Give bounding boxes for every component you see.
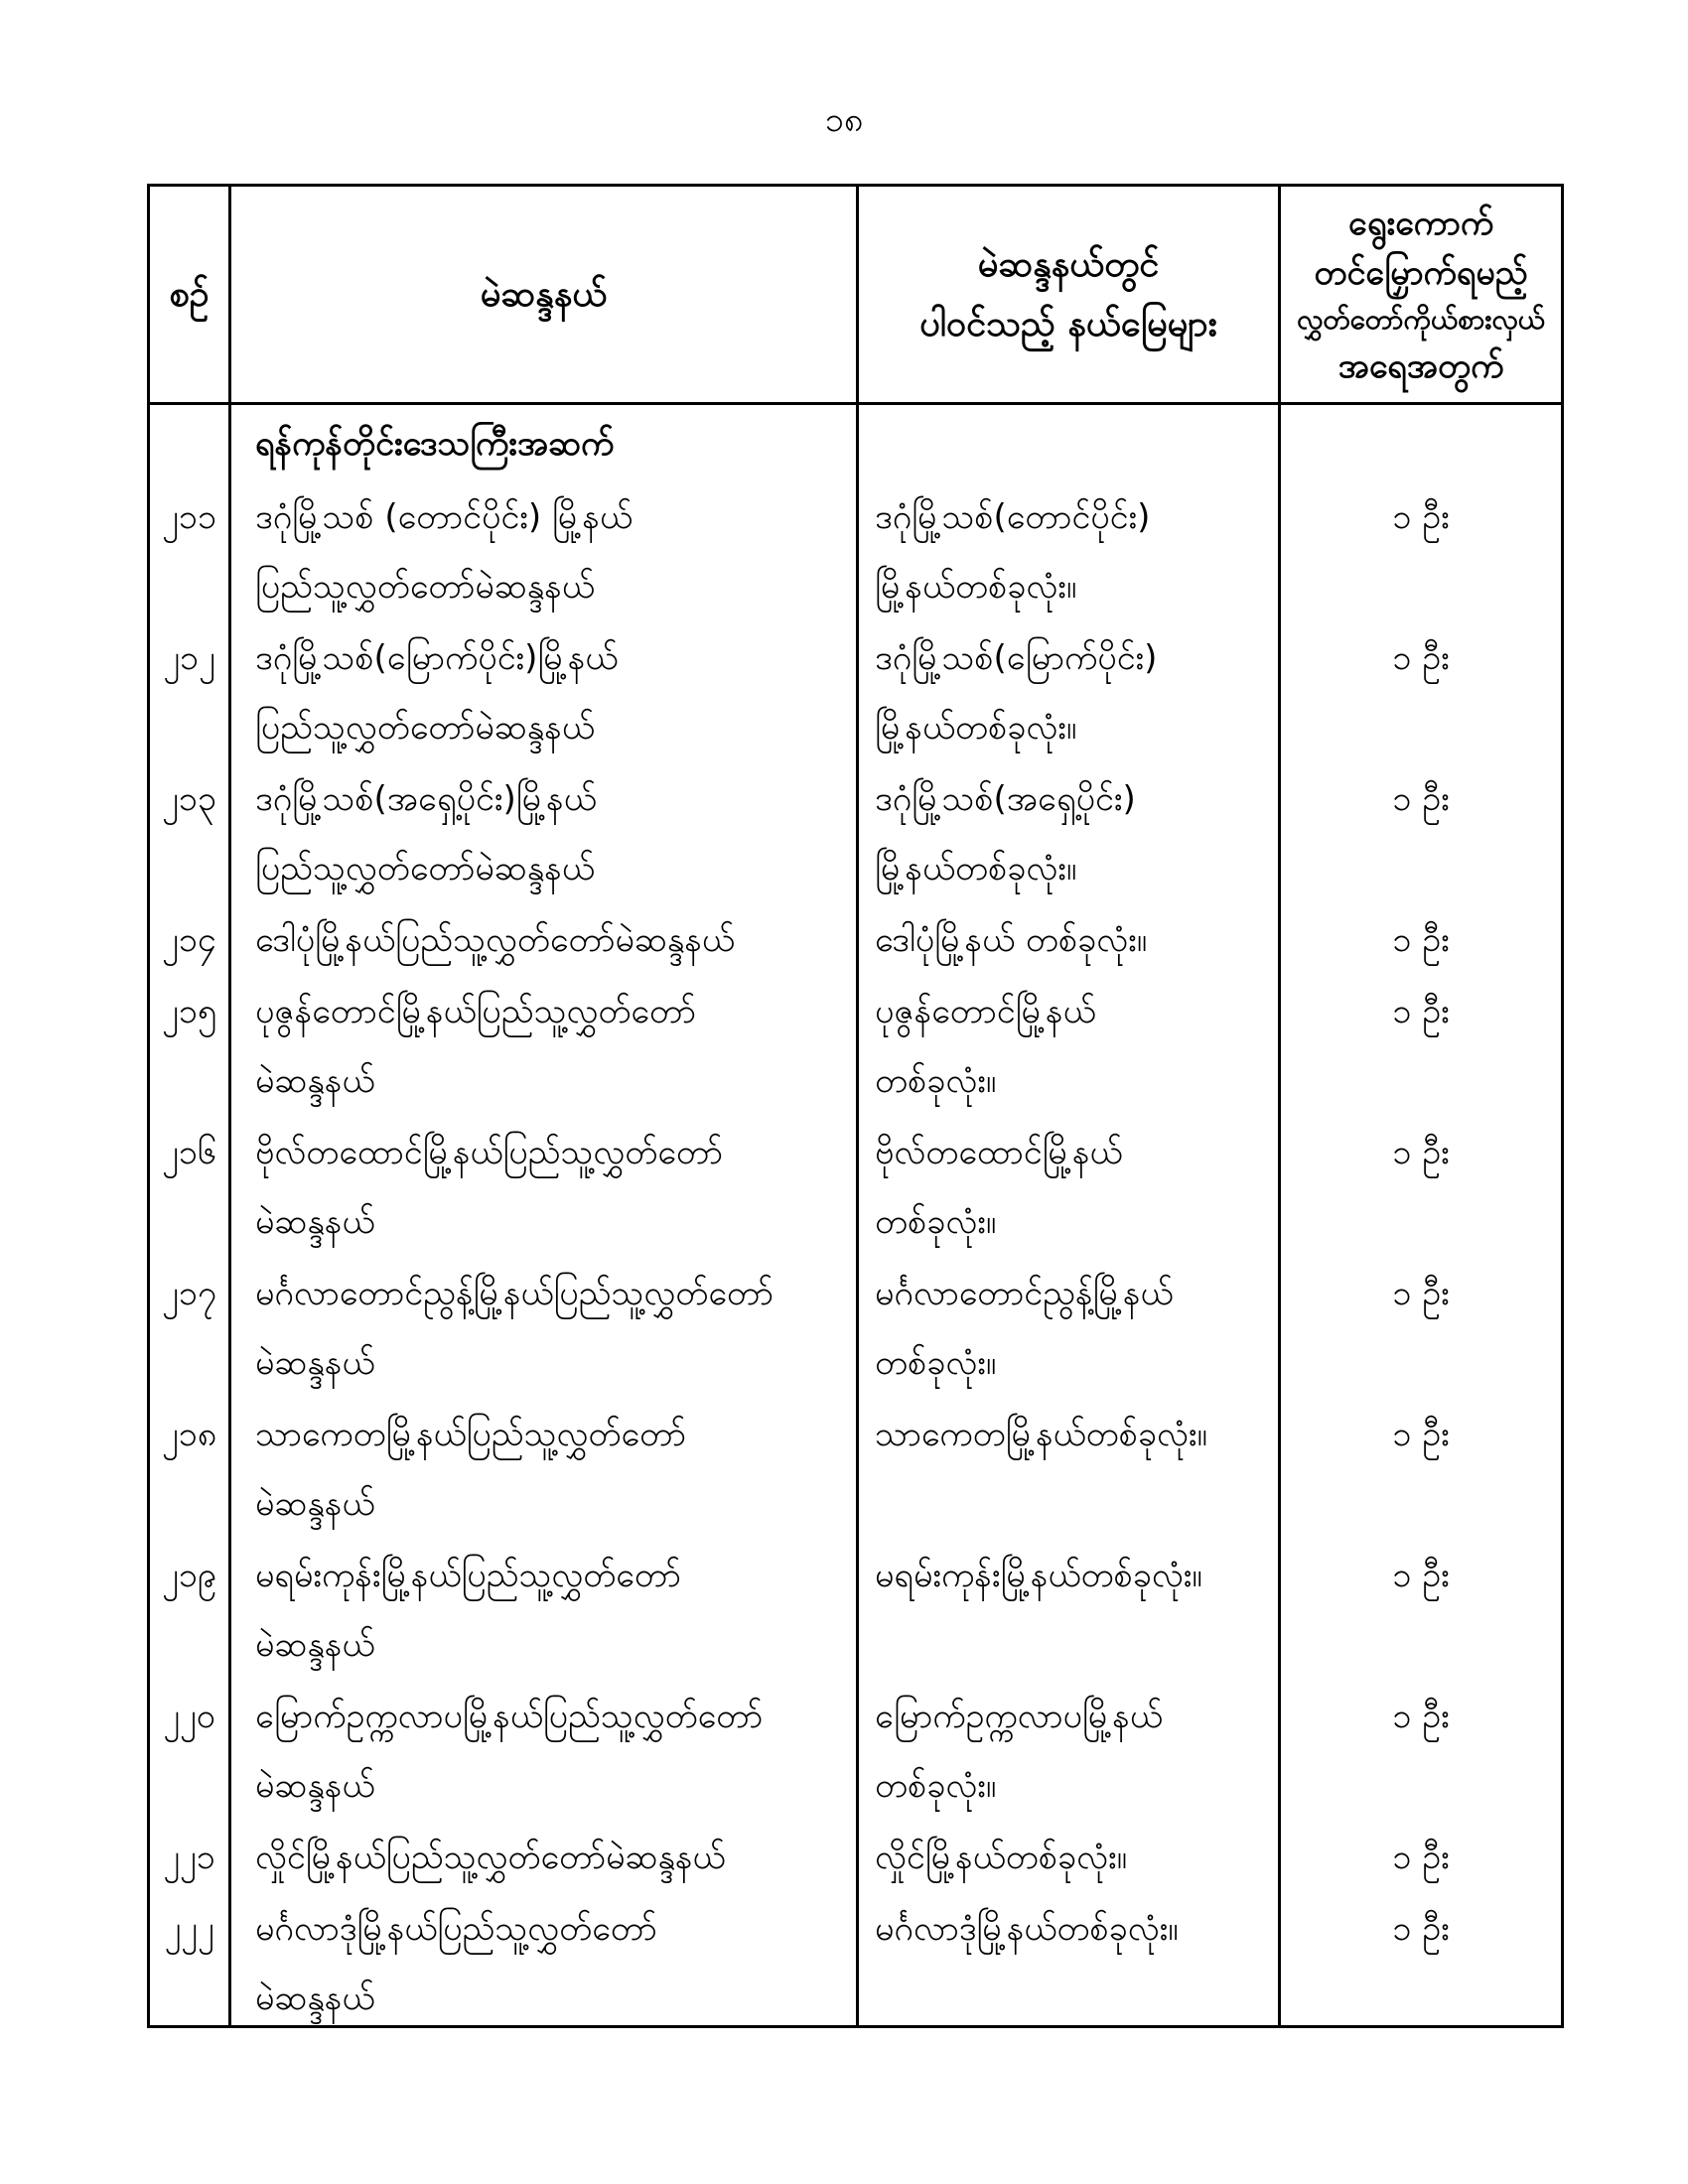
text-line: မြောက်ဥက္ကလာပမြို့နယ်ပြည်သူ့လွှတ်တော် (255, 1697, 764, 1736)
row-serial-number: ၂၁၉ (162, 1556, 216, 1595)
text-line: မင်္ဂလာဒုံမြို့နယ်တစ်ခုလုံး။ (875, 1909, 1179, 1949)
row-count (1281, 1398, 1561, 1539)
text-line: တစ်ခုလုံး။ (875, 1766, 997, 1806)
text-line: ပုဇွန်တောင်မြို့နယ် (875, 992, 1096, 1031)
row-constituency (231, 480, 859, 621)
text-line: တစ်ခုလုံး။ (875, 1202, 997, 1242)
row-serial-number: ၂၁၄ (162, 920, 216, 960)
text-line: ဗိုလ်တထောင်မြို့နယ်ပြည်သူ့လွှတ်တော် (255, 1133, 723, 1172)
row-areas (859, 1539, 1281, 1680)
row-count-value: ၁ ဦး (1392, 1415, 1450, 1454)
text-line: မဲဆန္ဒနယ် (255, 1343, 375, 1383)
table-row (150, 1680, 1561, 1821)
header-constituency-label: မဲဆန္ဒနယ် (480, 273, 608, 315)
row-constituency (231, 1257, 859, 1398)
section-empty-count (1281, 405, 1561, 480)
row-count (1281, 621, 1561, 762)
section-empty-serial (150, 405, 231, 480)
row-count (1281, 903, 1561, 975)
header-areas (859, 187, 1281, 405)
section-title: ရန်ကုန်တိုင်းဒေသကြီးအဆက် (231, 405, 859, 480)
header-representatives (1281, 187, 1561, 405)
table-row (150, 762, 1561, 903)
row-areas (859, 975, 1281, 1116)
row-areas (859, 903, 1281, 975)
row-serial-number: ၂၂၀ (163, 1697, 215, 1736)
row-serial-number: ၂၁၈ (161, 1415, 217, 1454)
row-count-value: ၁ ဦး (1392, 779, 1450, 819)
text-line: ဒဂုံမြို့သစ်(မြောက်ပိုင်း)မြို့နယ် (255, 638, 619, 678)
row-constituency (231, 903, 859, 975)
text-line: မြို့နယ်တစ်ခုလုံး။ (875, 567, 1077, 607)
row-serial (150, 1257, 231, 1398)
row-serial (150, 480, 231, 621)
text-line: ပြည်သူ့လွှတ်တော်မဲဆန္ဒနယ် (255, 708, 595, 748)
text-line: ဒဂုံမြို့သစ်(မြောက်ပိုင်း) (875, 638, 1158, 678)
row-count (1281, 975, 1561, 1116)
text-line: မဲဆန္ဒနယ် (255, 1202, 375, 1242)
row-count (1281, 1892, 1561, 2028)
header-serial (150, 187, 231, 405)
row-areas (859, 1892, 1281, 2028)
table-row (150, 1116, 1561, 1257)
text-line: ဒေါပုံမြို့နယ်ပြည်သူ့လွှတ်တော်မဲဆန္ဒနယ် (255, 920, 735, 960)
row-serial-number: ၂၂၂ (164, 1909, 214, 1949)
row-constituency (231, 1821, 859, 1892)
header-representatives-line-2: တင်မြှောက်ရမည့် (1314, 252, 1528, 293)
table-row (150, 1398, 1561, 1539)
row-serial (150, 1116, 231, 1257)
row-count-value: ၁ ဦး (1392, 1133, 1450, 1172)
row-count-value: ၁ ဦး (1392, 920, 1450, 960)
text-line: ပြည်သူ့လွှတ်တော်မဲဆန္ဒနယ် (255, 849, 595, 888)
text-line: မြို့နယ်တစ်ခုလုံး။ (875, 849, 1077, 888)
row-constituency (231, 975, 859, 1116)
row-count (1281, 1821, 1561, 1892)
row-serial (150, 903, 231, 975)
text-line: မြို့နယ်တစ်ခုလုံး။ (875, 708, 1077, 748)
header-constituency (231, 187, 859, 405)
row-count (1281, 1539, 1561, 1680)
table-body (150, 405, 1561, 2028)
row-serial (150, 1821, 231, 1892)
row-count-value: ၁ ဦး (1392, 638, 1450, 678)
text-line: ဒဂုံမြို့သစ် (တောင်ပိုင်း) မြို့နယ် (255, 497, 633, 537)
section-header-row (150, 405, 1561, 480)
text-line: တစ်ခုလုံး။ (875, 1343, 997, 1383)
page-number: ၁၈ (824, 100, 864, 140)
text-line: မဲဆန္ဒနယ် (255, 1979, 375, 2018)
text-line: ဒဂုံမြို့သစ်(အရှေ့ပိုင်း) (875, 779, 1136, 819)
row-areas (859, 1680, 1281, 1821)
section-empty-areas (859, 405, 1281, 480)
row-count (1281, 1257, 1561, 1398)
text-line: မဲဆန္ဒနယ် (255, 1484, 375, 1524)
text-line: မရမ်းကုန်းမြို့နယ်တစ်ခုလုံး။ (875, 1556, 1202, 1595)
row-count-value: ၁ ဦး (1392, 1274, 1450, 1313)
text-line: ဗိုလ်တထောင်မြို့နယ် (875, 1133, 1123, 1172)
constituency-table (147, 184, 1564, 2028)
text-line: မင်္ဂလာတောင်ညွန့်မြို့နယ်ပြည်သူ့လွှတ်တော် (255, 1274, 774, 1313)
row-count-value: ၁ ဦး (1392, 1556, 1450, 1595)
row-count (1281, 762, 1561, 903)
text-line: မင်္ဂလာဒုံမြို့နယ်ပြည်သူ့လွှတ်တော် (255, 1909, 657, 1949)
row-serial-number: ၂၁၆ (162, 1133, 216, 1172)
text-line: မဲဆန္ဒနယ် (255, 1766, 375, 1806)
text-line: လှိုင်မြို့နယ်တစ်ခုလုံး။ (875, 1838, 1127, 1877)
header-representatives-line-3: လွှတ်တော်ကိုယ်စားလှယ် (1297, 302, 1545, 336)
text-line: ဒဂုံမြို့သစ်(အရှေ့ပိုင်း)မြို့နယ် (255, 779, 597, 819)
row-areas (859, 621, 1281, 762)
table-row (150, 975, 1561, 1116)
row-serial (150, 1539, 231, 1680)
row-count-value: ၁ ဦး (1392, 1838, 1450, 1877)
row-serial (150, 1398, 231, 1539)
table-row (150, 480, 1561, 621)
row-areas (859, 1257, 1281, 1398)
header-representatives-line-4: အရေအတွက် (1337, 345, 1504, 386)
row-constituency (231, 762, 859, 903)
header-areas-line-1: မဲဆန္ဒနယ်တွင် (977, 243, 1160, 285)
row-count-value: ၁ ဦး (1392, 1909, 1450, 1949)
text-line: မင်္ဂလာတောင်ညွန့်မြို့နယ် (875, 1274, 1174, 1313)
row-count (1281, 480, 1561, 621)
text-line: မဲဆန္ဒနယ် (255, 1625, 375, 1665)
text-line: ပြည်သူ့လွှတ်တော်မဲဆန္ဒနယ် (255, 567, 595, 607)
text-line: ပုဇွန်တောင်မြို့နယ်ပြည်သူ့လွှတ်တော် (255, 992, 696, 1031)
text-line: မဲဆန္ဒနယ် (255, 1061, 375, 1101)
row-constituency (231, 1680, 859, 1821)
table-header-row (150, 187, 1561, 405)
row-serial (150, 762, 231, 903)
row-serial (150, 621, 231, 762)
row-constituency (231, 621, 859, 762)
row-count-value: ၁ ဦး (1392, 1697, 1450, 1736)
row-areas (859, 1116, 1281, 1257)
row-areas (859, 480, 1281, 621)
row-serial (150, 975, 231, 1116)
row-constituency (231, 1539, 859, 1680)
row-areas (859, 1821, 1281, 1892)
row-serial-number: ၂၂၁ (163, 1838, 215, 1877)
text-line: တစ်ခုလုံး။ (875, 1061, 997, 1101)
row-areas (859, 1398, 1281, 1539)
row-areas (859, 762, 1281, 903)
header-serial-label: စဉ် (169, 273, 210, 315)
text-line: မရမ်းကုန်းမြို့နယ်ပြည်သူ့လွှတ်တော် (255, 1556, 681, 1595)
row-constituency (231, 1116, 859, 1257)
row-serial-number: ၂၁၁ (162, 497, 216, 537)
row-constituency (231, 1892, 859, 2028)
row-constituency (231, 1398, 859, 1539)
table-row (150, 1821, 1561, 1892)
row-serial (150, 1680, 231, 1821)
row-count (1281, 1116, 1561, 1257)
text-line: သာကေတမြို့နယ်ပြည်သူ့လွှတ်တော် (255, 1415, 687, 1454)
table-row (150, 1892, 1561, 2028)
table-row (150, 621, 1561, 762)
text-line: ဒဂုံမြို့သစ်(တောင်ပိုင်း) (875, 497, 1151, 537)
row-count-value: ၁ ဦး (1392, 497, 1450, 537)
table-row (150, 1257, 1561, 1398)
row-serial-number: ၂၁၅ (162, 992, 216, 1031)
text-line: မြောက်ဥက္ကလာပမြို့နယ် (875, 1697, 1163, 1736)
row-count-value: ၁ ဦး (1392, 992, 1450, 1031)
table-row (150, 903, 1561, 975)
header-representatives-line-1: ရွေးကောက် (1347, 203, 1494, 243)
row-serial-number: ၂၁၃ (162, 779, 216, 819)
row-serial-number: ၂၁၂ (163, 638, 215, 678)
row-serial (150, 1892, 231, 2028)
row-serial-number: ၂၁၇ (162, 1274, 216, 1313)
row-count (1281, 1680, 1561, 1821)
table-row (150, 1539, 1561, 1680)
header-areas-line-2: ပါဝင်သည့် နယ်မြေများ (919, 303, 1217, 344)
text-line: လှိုင်မြို့နယ်ပြည်သူ့လွှတ်တော်မဲဆန္ဒနယ် (255, 1838, 726, 1877)
text-line: ဒေါပုံမြို့နယ် တစ်ခုလုံး။ (875, 920, 1148, 960)
text-line: သာကေတမြို့နယ်တစ်ခုလုံး။ (875, 1415, 1207, 1454)
